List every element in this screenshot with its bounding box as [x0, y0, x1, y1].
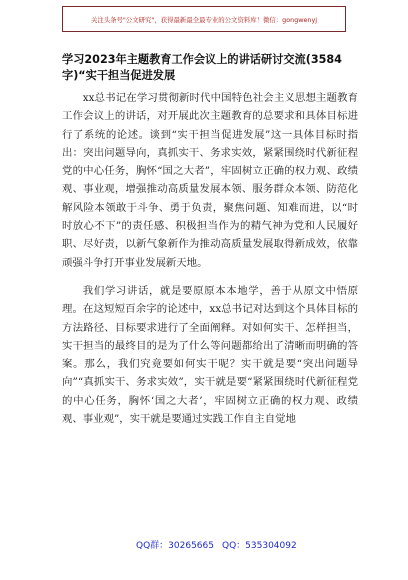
footer-qq-group: QQ群：30265665	[136, 541, 214, 551]
footer-contact	[0, 538, 408, 552]
footer-qq-number: QQ：535304092	[222, 541, 297, 551]
header-banner-text: 关注头条号"公文研究"，获得最新最全最专业的公文资料库！微信：gongwenyj	[90, 15, 318, 24]
header-banner	[62, 6, 346, 32]
body-paragraph: 我们学习讲话，就是要原原本本地学，善于从原文中悟原理。在这短短百余字的论述中，xx总书记对达到这个具体目标的方法路径、目标要求进行了全面阐释。对如何实干、怎样担当，实干担当的最终目的是为了什么等问题都给出了清晰而明确的答案。那么，我们究竟要如何实干呢？实干就是要“突出问题导向”“真抓实干、务求实效”，实干就是要“紧紧围绕时代新征程党的中心任务，胸怀‘国之大者’，牢固树立正确的权力观、政绩观、事业观”，实干就是要通过实践工作自主自觉地	[62, 284, 358, 426]
document-body	[62, 89, 358, 438]
body-paragraph: xx总书记在学习贯彻新时代中国特色社会主义思想主题教育工作会议上的讲话，对开展此次主题教育的总要求和具体目标进行了系统的论述。谈到“实干担当促进发展”这一具体目标时指出：突出问题导向，真抓实干、务求实效，紧紧围绕时代新征程党的中心任务，胸怀“国之大者”，牢固树立正确的权力观、政绩观、事业观，增强推动高质量发展本领、服务群众本领、防范化解风险本领敢于斗争、勇于负责，聚焦问题、知难而进，以“时时放心不下”的责任感、积极担当作为的精气神为党和人民履好职、尽好责，以新气象新作为推动高质量发展取得新成效，依靠顽强斗争打开事业发展新天地。	[62, 92, 358, 269]
document-title: 学习2023年主题教育工作会议上的讲话研讨交流(3584字)“实干担当促进发展	[62, 53, 342, 82]
